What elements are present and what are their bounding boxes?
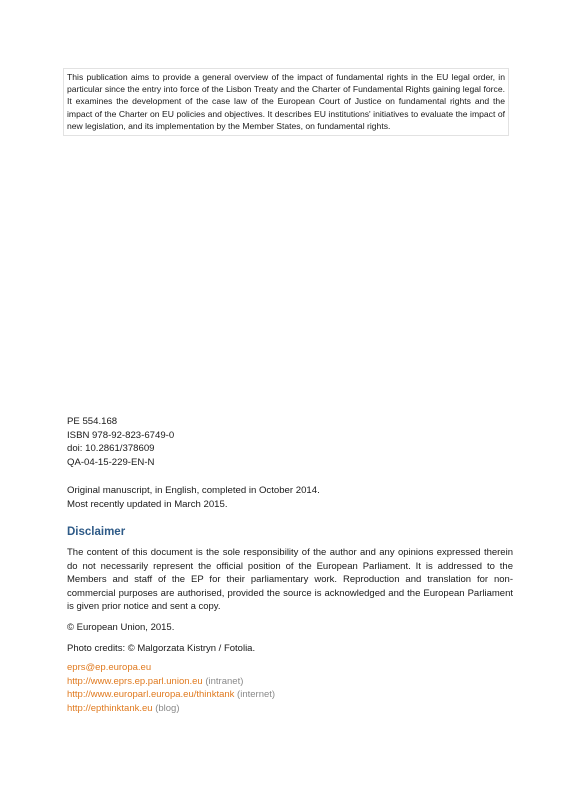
publication-identifiers <box>67 415 174 469</box>
manuscript-completed: Original manuscript, in English, completed in October 2014. <box>67 485 320 496</box>
copyright-notice: © European Union, 2015. <box>67 622 175 633</box>
disclaimer-text: The content of this document is the sole responsibility of the author and any opinions expressed therein do not necessarily represent the official position of the European Parliament. It is addressed to the Members and staff of the EP for their parliamentary work. Reproduction and translation for non-commercial purposes are authorised, provided the source is acknowledged and the European Parliament is given prior notice and sent a copy. <box>67 547 513 613</box>
contact-links <box>67 661 275 715</box>
internet-note: (internet) <box>237 689 276 701</box>
pe-number: PE 554.168 <box>67 416 118 427</box>
qa-number: QA-04-15-229-EN-N <box>67 456 155 468</box>
blog-link[interactable]: http://epthinktank.eu <box>67 702 153 714</box>
disclaimer-heading: Disclaimer <box>67 526 126 538</box>
doi: doi: 10.2861/378609 <box>67 443 155 455</box>
blog-note: (blog) <box>155 702 180 714</box>
isbn: ISBN 978-92-823-6749-0 <box>67 429 175 441</box>
thinktank-link[interactable]: http://www.europarl.europa.eu/thinktank <box>67 689 235 701</box>
photo-credits: Photo credits: © Malgorzata Kistryn / Fotolia. <box>67 643 256 654</box>
abstract-box <box>63 68 509 136</box>
intranet-note: (intranet) <box>205 675 244 687</box>
link-row-blog <box>67 702 275 716</box>
link-row-intranet <box>67 675 275 689</box>
intranet-link[interactable]: http://www.eprs.ep.parl.union.eu <box>67 675 203 687</box>
link-row-internet <box>67 688 275 702</box>
abstract-text: This publication aims to provide a general overview of the impact of fundamental rights in the EU legal order, in particular since the entry into force of the Lisbon Treaty and the Charter of Fundamental Rights gaining legal force. It examines the development of the case law of the European Court of Justice on fundamental rights and the impact of the Charter on EU policies and objectives. It describes EU institutions' initiatives to evaluate the impact of new legislation, and its implementation by the Member States, on fundamental rights. <box>67 72 505 131</box>
link-row-email <box>67 661 275 675</box>
manuscript-updated: Most recently updated in March 2015. <box>67 498 228 510</box>
manuscript-info <box>67 484 320 511</box>
email-link[interactable]: eprs@ep.europa.eu <box>67 662 152 673</box>
